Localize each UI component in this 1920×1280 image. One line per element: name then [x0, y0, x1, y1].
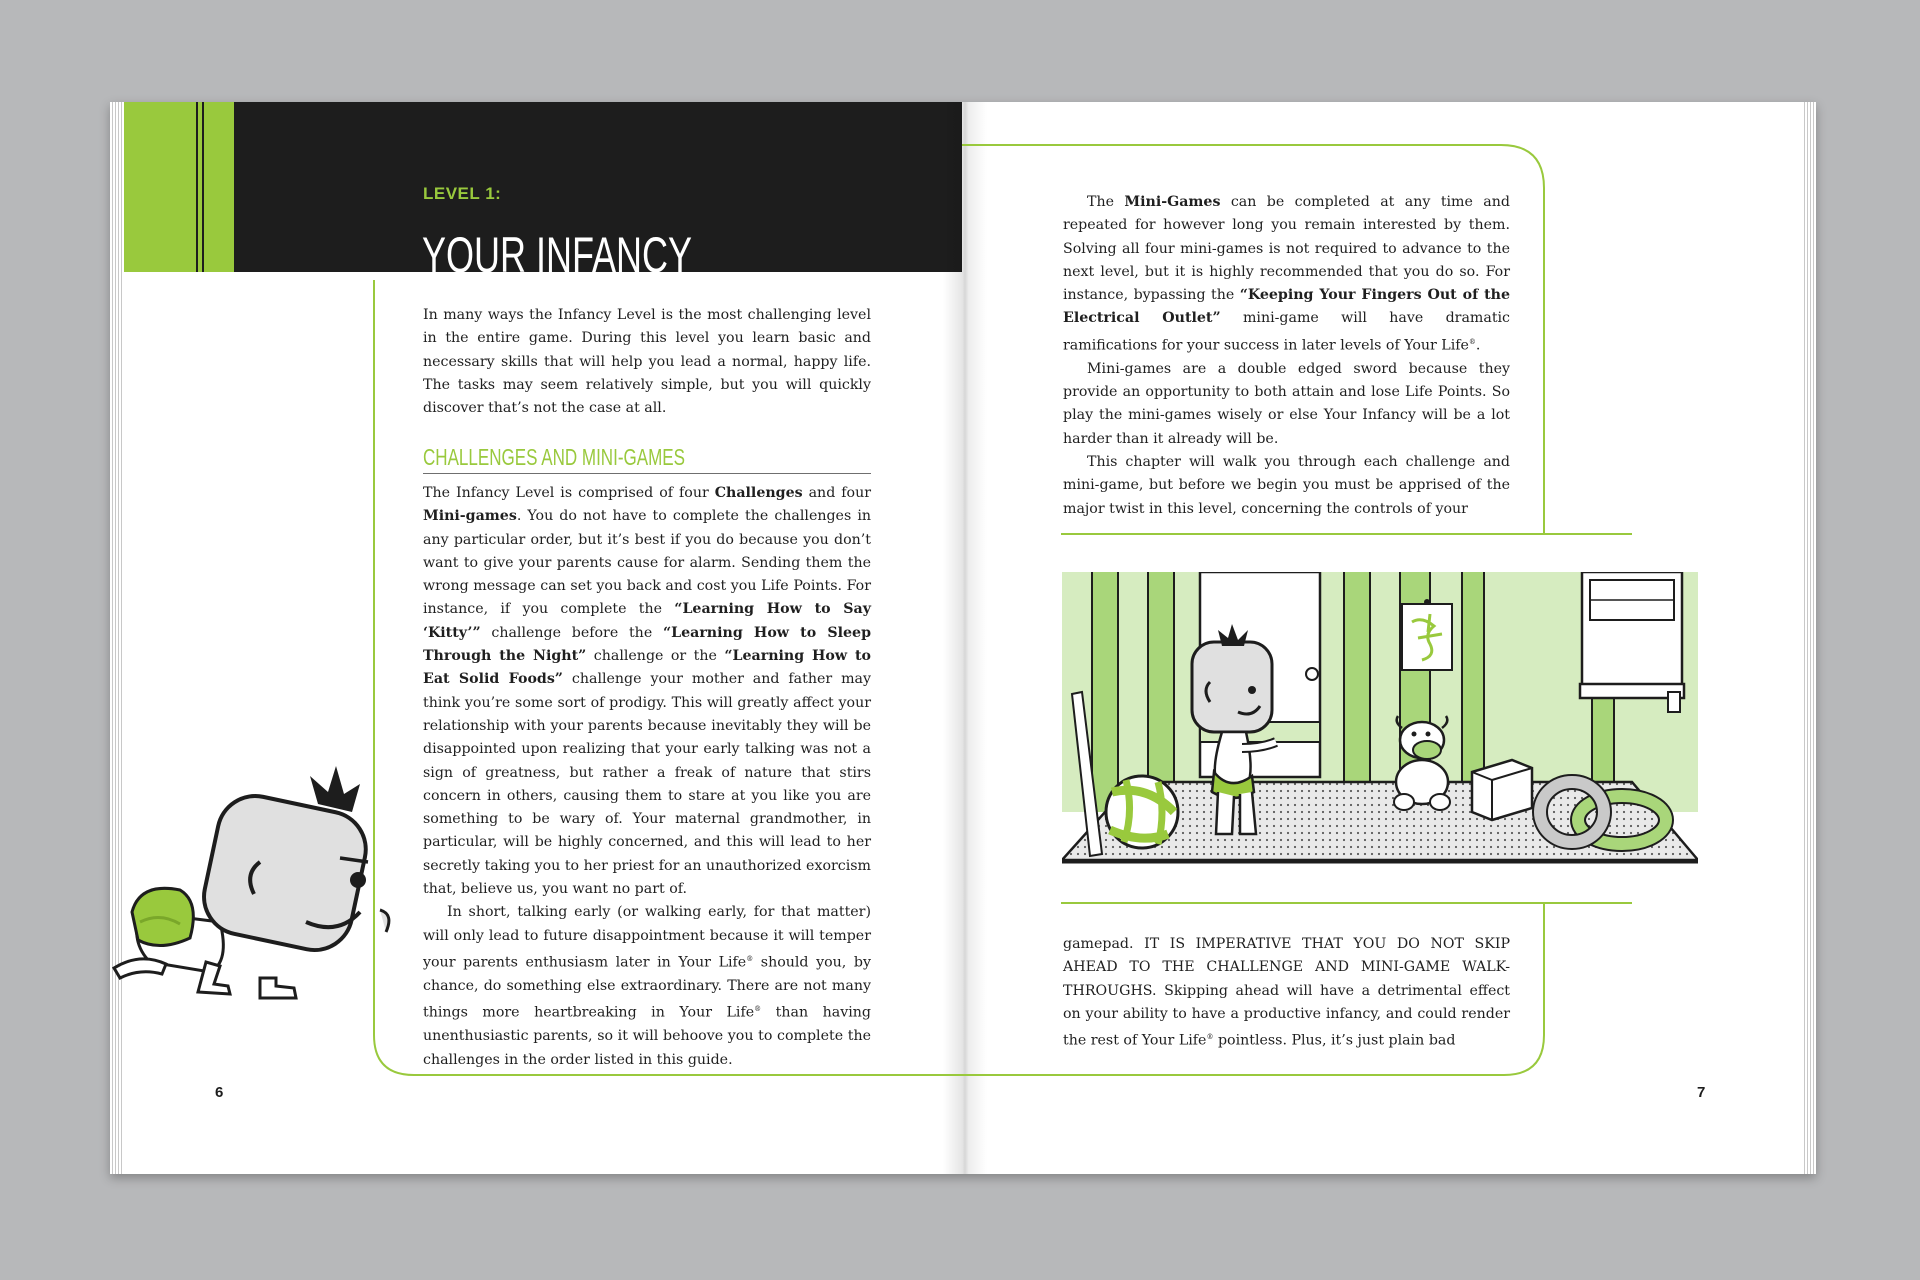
right-paragraph-continued: gamepad. IT IS IMPERATIVE THAT YOU DO NOT SKIP AHEAD TO THE CHALLENGE AND MINI-GAME WALK-THROUGHS. Skipping ahead will have a detrimental effect on your ability to have a productive infancy, and could render the rest of Your Life® pointless. Plus, it’s just plain bad — [1063, 936, 1510, 1049]
right-paragraph-3: This chapter will walk you through each challenge and mini-game, but before we begin you must be apprised of the major twist in this level, concerning the controls of your — [1063, 454, 1510, 517]
level-label: LEVEL 1: — [423, 184, 502, 203]
chapter-title: YOUR INFANCY — [422, 227, 693, 283]
body-paragraph-1: The Infancy Level is comprised of four Challenges and four Mini-games. You do not have to complete the challenges in any particular order, but it’s best if you do because you don’t want to give your parents cause for alarm. Sending them the wrong message can set you back and cost you Life Points. For instance, if you complete the “Learning How to Say ‘Kitty’” challenge before the “Learning How to Sleep Through the Night” challenge or the “Learning How to Eat Solid Foods” challenge your mother and father may think you’re some sort of prodigy. This will greatly affect your relationship with your parents because inevitably they will be disappointed upon realizing that your early talking was not a sign of greatness, but rather a freak of nature that stirs concern in others, causing them to stare at you like you are something to be wary of. Your maternal grandmother, in particular, will be highly concerned, and this will lead to her secretly taking you to her priest for an unauthorized exorcism that, believe us, you want no part of. — [423, 485, 871, 898]
chapter-accent-bar — [124, 102, 234, 272]
right-body-text-bottom — [1063, 933, 1510, 1053]
page-number-right: 7 — [1697, 1084, 1706, 1101]
header-stripe-line — [196, 102, 198, 272]
illustration-rule-bottom — [1061, 902, 1632, 904]
page-number-left: 6 — [215, 1084, 224, 1101]
page-edge-lines-right — [1802, 102, 1816, 1174]
nursery-room-illustration — [1062, 572, 1698, 874]
intro-text: In many ways the Infancy Level is the most challenging level in the entire game. During this level you learn basic and necessary skills that will help you lead a normal, happy life. The tasks may seem relatively simple, but you will quickly discover that’s not the case at all. — [423, 307, 871, 417]
right-paragraph-1: The Mini-Games can be completed at any time and repeated for however long you remain interested by them. Solving all four mini-games is not required to advance to the next level, but it is highly recommended that you do so. For instance, bypassing the “Keeping Your Fingers Out of the Electrical Outlet” mini-game will have dramatic ramifications for your success in later levels of Your Life®. — [1063, 194, 1510, 354]
illustration-rule-top — [1061, 533, 1632, 535]
body-paragraph-2: In short, talking early (or walking early, for that matter) will only lead to future disappointment because it will temper your parents enthusiasm later in Your Life® should you, by chance, do something else extraordinary. There are not many things more heartbreaking in Your Life® than having unenthusiastic parents, so it will behoove you to complete the challenges in the order listed in this guide. — [423, 904, 872, 1068]
section-heading — [423, 444, 871, 474]
header-stripe-line — [202, 102, 204, 272]
left-body-text — [423, 482, 871, 1072]
baby-crawling-illustration — [110, 762, 410, 1022]
right-body-text-top — [1063, 191, 1510, 521]
intro-paragraph — [423, 304, 871, 420]
right-paragraph-2: Mini-games are a double edged sword because they provide an opportunity to both attain and lose Life Points. So play the mini-games wisely or else Your Infancy will be a lot harder than it already will be. — [1063, 360, 1510, 447]
book-spread — [110, 102, 1816, 1174]
section-heading-text: CHALLENGES AND MINI-GAMES — [423, 444, 685, 470]
